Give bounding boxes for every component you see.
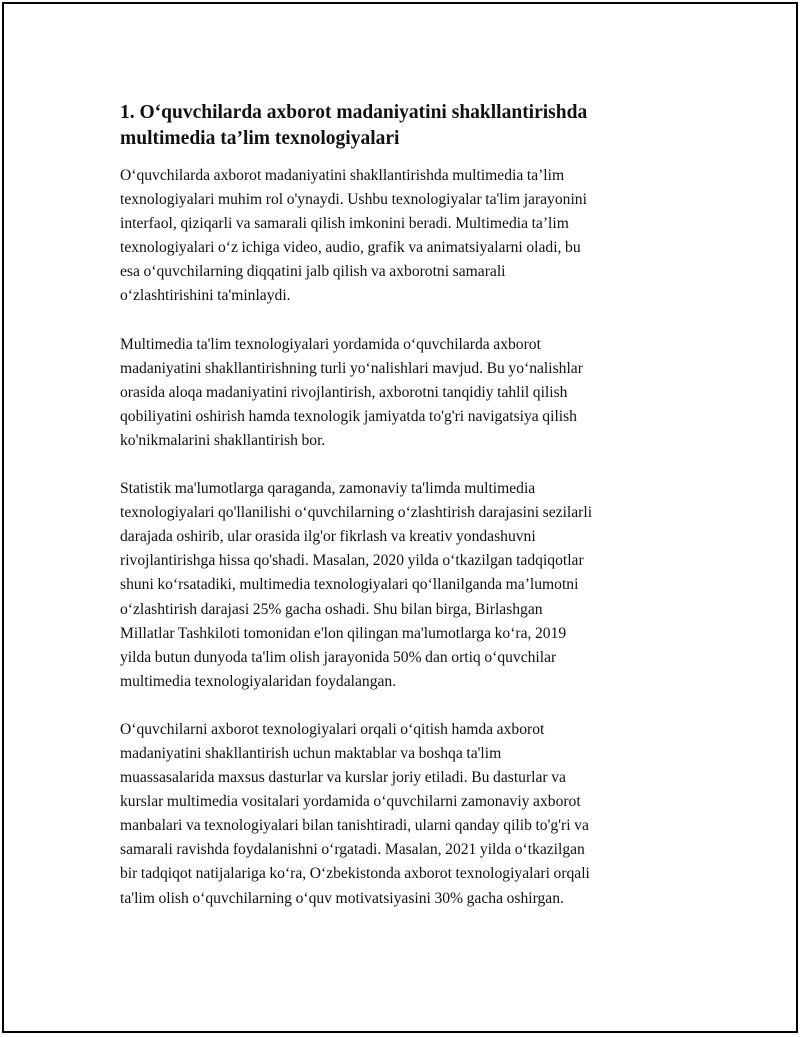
paragraph-line: texnologiyalari muhim rol o'ynaydi. Ushbu texnologiyalar ta'lim jarayonini: [120, 191, 587, 209]
paragraph-line: qobiliyatini oshirish hamda texnologik jamiyatda to'g'ri navigatsiya qilish: [120, 407, 577, 425]
paragraph-line: manbalari va texnologiyalari bilan tanishtiradi, ularni qanday qilib to'g'ri va: [120, 817, 589, 835]
paragraph-line: bir tadqiqot natijalariga ko‘ra, O‘zbekistonda axborot texnologiyalari orqali: [120, 865, 590, 883]
paragraph-line: interfaol, qiziqarli va samarali qilish imkonini beradi. Multimedia ta’lim: [120, 215, 569, 233]
paragraph-line: o‘zlashtirishini ta'minlaydi.: [120, 287, 291, 305]
paragraph-line: Millatlar Tashkiloti tomonidan e'lon qilingan ma'lumotlarga ko‘ra, 2019: [120, 624, 567, 642]
paragraph-3: [120, 477, 690, 694]
paragraph-line: ta'lim olish o‘quvchilarning o‘quv motivatsiyasini 30% gacha oshirgan.: [120, 889, 564, 907]
paragraph-line: madaniyatini shakllantirishning turli yo‘nalishlari mavjud. Bu yo‘nalishlar: [120, 359, 583, 377]
paragraph-line: O‘quvchilarni axborot texnologiyalari orqali o‘qitish hamda axborot: [120, 720, 545, 738]
heading-line: multimedia ta’lim texnologiyalari: [120, 128, 400, 149]
paragraph-line: Multimedia ta'lim texnologiyalari yordamida o‘quvchilarda axborot: [120, 335, 541, 353]
paragraph-line: madaniyatini shakllantirish uchun maktablar va boshqa ta'lim: [120, 744, 502, 762]
paragraph-line: o‘zlashtirish darajasi 25% gacha oshadi. Shu bilan birga, Birlashgan: [120, 600, 543, 618]
paragraph-line: multimedia texnologiyalaridan foydalangan.: [120, 672, 397, 690]
paragraph-4: [120, 718, 690, 911]
paragraph-line: kurslar multimedia vositalari yordamida o‘quvchilarni zamonaviy axborot: [120, 793, 581, 811]
section-heading: [120, 100, 690, 152]
paragraph-line: orasida aloqa madaniyatini rivojlantirish, axborotni tanqidiy tahlil qilish: [120, 383, 568, 401]
paragraph-line: shuni ko‘rsatadiki, multimedia texnologiyalari qo‘llanilganda ma’lumotni: [120, 576, 579, 594]
paragraph-1: [120, 164, 690, 309]
paragraph-line: muassasalarida maxsus dasturlar va kurslar joriy etiladi. Bu dasturlar va: [120, 769, 566, 787]
paragraph-line: texnologiyalari qo'llanilishi o‘quvchilarning o‘zlashtirish darajasini sezilarli: [120, 504, 593, 522]
paragraph-line: esa o‘quvchilarning diqqatini jalb qilish va axborotni samarali: [120, 263, 506, 281]
heading-line: 1. O‘quvchilarda axborot madaniyatini shakllantirishda: [120, 102, 588, 123]
paragraph-line: Statistik ma'lumotlarga qaraganda, zamonaviy ta'limda multimedia: [120, 480, 536, 498]
paragraph-line: texnologiyalari o‘z ichiga video, audio, grafik va animatsiyalarni oladi, bu: [120, 239, 581, 257]
paragraph-line: ko'nikmalarini shakllantirish bor.: [120, 431, 326, 449]
paragraph-line: rivojlantirishga hissa qo'shadi. Masalan, 2020 yilda o‘tkazilgan tadqiqotlar: [120, 552, 584, 570]
paragraph-line: darajada oshirib, ular orasida ilg'or fikrlash va kreativ yondashuvni: [120, 528, 536, 546]
document-page: [2, 2, 798, 1033]
paragraph-line: yilda butun dunyoda ta'lim olish jarayonida 50% dan ortiq o‘quvchilar: [120, 648, 557, 666]
paragraph-line: samarali ravishda foydalanishni o‘rgatadi. Masalan, 2021 yilda o‘tkazilgan: [120, 841, 585, 859]
document-content: [120, 100, 690, 935]
paragraph-line: O‘quvchilarda axborot madaniyatini shakllantirishda multimedia ta’lim: [120, 167, 565, 184]
paragraph-2: [120, 333, 690, 453]
